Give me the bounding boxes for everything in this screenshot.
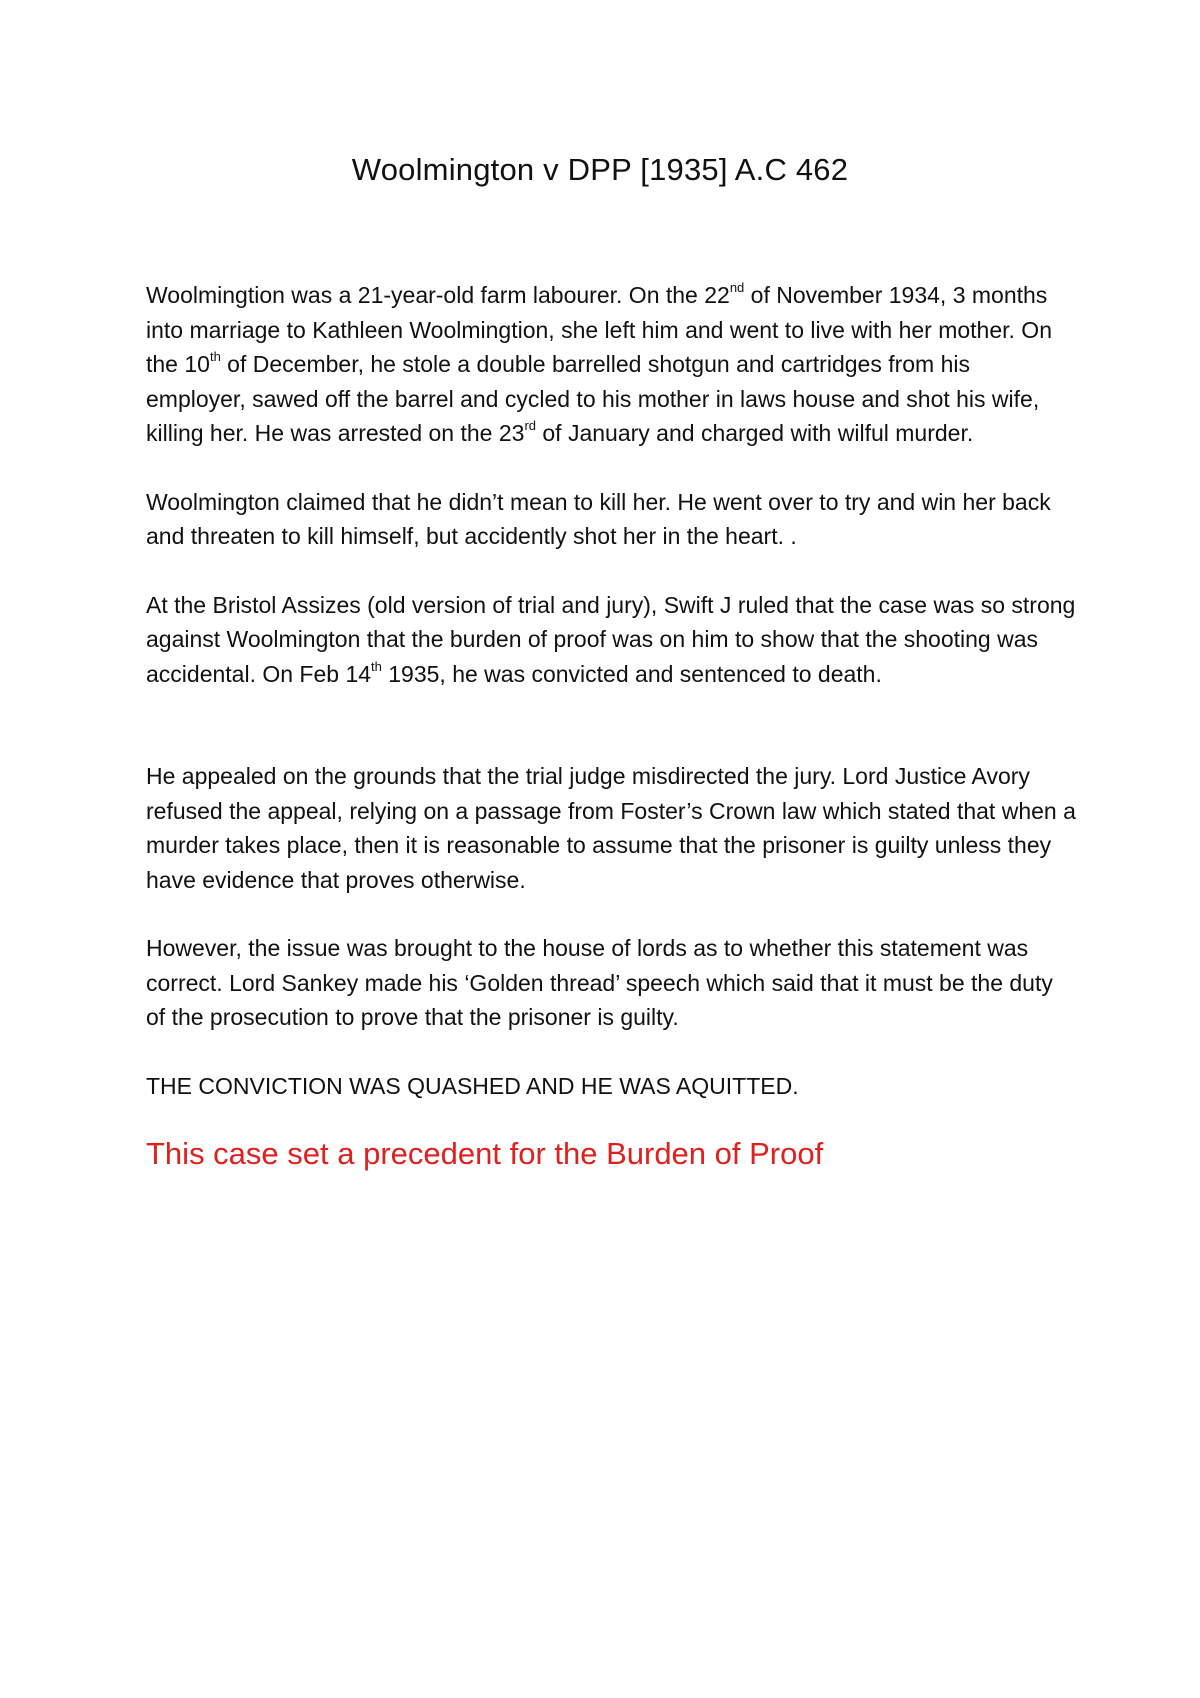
precedent-note: This case set a precedent for the Burden of Proof [146,1136,824,1171]
document-title: Woolmington v DPP [1935] A.C 462 [351,152,849,187]
paragraph-outcome: THE CONVICTION WAS QUASHED AND HE WAS AQUITTED. [146,1072,799,1099]
text-run: At the Bristol Assizes (old version of trial and jury), Swift J ruled that the case was so strong against Woolmington that the burden of proof was on him to show that the shooting was accidental. On Feb 14 [146,591,1076,687]
paragraph-spacer [146,691,1076,759]
superscript: th [371,658,382,674]
paragraph-spacer [146,554,1076,588]
superscript: rd [524,418,536,434]
paragraph-appeal: He appealed on the grounds that the trial judge misdirected the jury. Lord Justice Avory refused the appeal, relying on a passage from Foster’s Crown law which stated that when a murder takes place, then it is reasonable to assume that the prisoner is guilty unless they have evidence that proves otherwise. [146,763,1076,893]
paragraph-facts [146,278,1076,451]
paragraph-spacer [146,1103,1076,1133]
paragraph-spacer [146,1035,1076,1069]
superscript: th [209,349,221,365]
text-run: of November 1934, 3 months into marriage to Kathleen Woolmingtion, she left him and went to live with her mother. On the 10 [146,282,1052,377]
text-run: of January and charged with wilful murder. [536,420,974,446]
paragraph-claim: Woolmington claimed that he didn’t mean to kill her. He went over to try and win her back and threaten to kill himself, but accidently shot her in the heart. . [146,488,1051,549]
superscript: nd [729,280,745,296]
paragraph-spacer [146,897,1076,931]
paragraph-trial [146,588,1076,692]
paragraph-house-of-lords: However, the issue was brought to the house of lords as to whether this statement was correct. Lord Sankey made his ‘Golden thread’ speech which said that it must be the duty of the prosecution to prove that the prisoner is guilty. [146,935,1053,1030]
document-body [146,278,1076,1175]
paragraph-spacer [146,451,1076,485]
text-run: of December, he stole a double barrelled shotgun and cartridges from his employer, sawed off the barrel and cycled to his mother in laws house and shot his wife, killing her. He was arrested on the 23 [146,351,1040,446]
text-run: 1935, he was convicted and sentenced to death. [381,660,882,687]
text-run: Woolmingtion was a 21-year-old farm labourer. On the 22 [146,282,730,308]
